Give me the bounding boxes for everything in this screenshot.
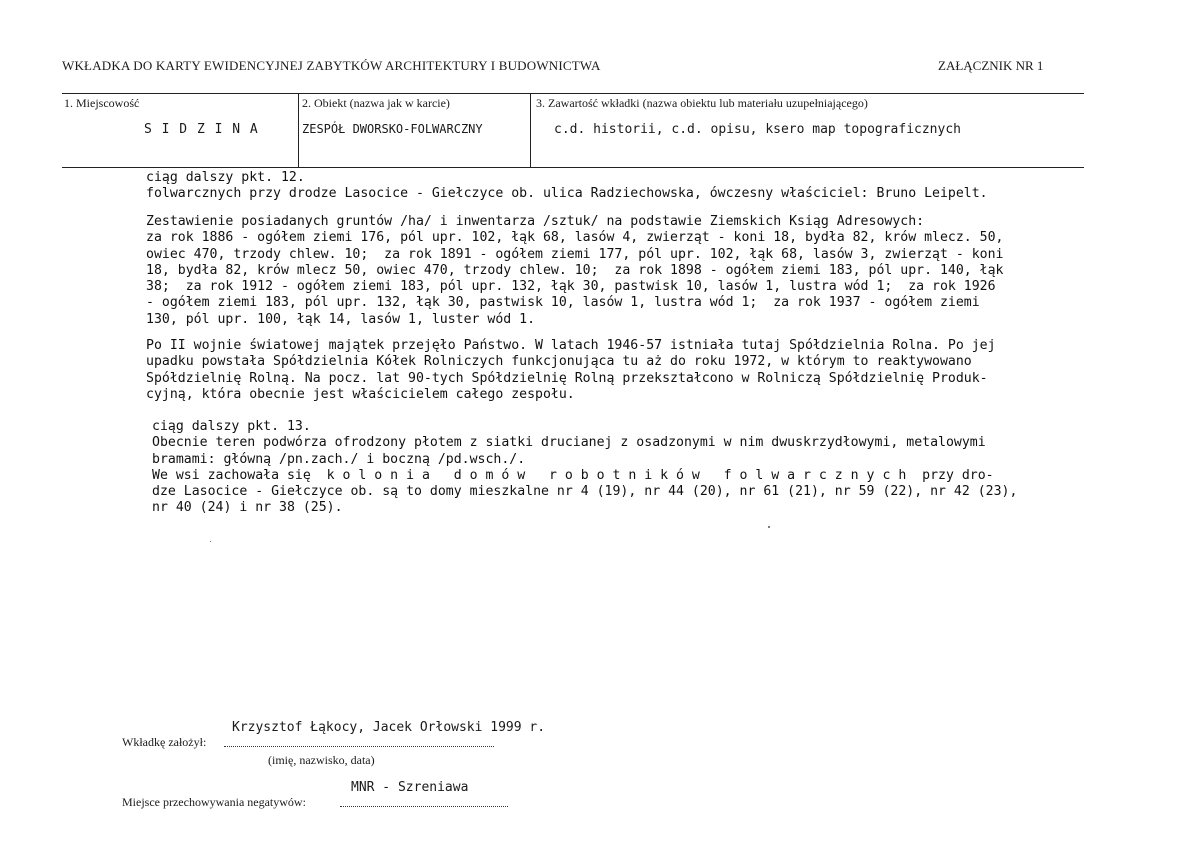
description-continuation-paragraph: ciąg dalszy pkt. 13. Obecnie teren podwórza ofrodzony płotem z siatki drucianej z osadzonymi w nim dwuskrzydłowymi, metalowymi bramami: główną /pn.zach./ i boczną /pd.wsch./. We wsi zachowała się k o l o n i a d o m ó w r o b o t n i k ó w f o l w a r c z n y c h przy dro- dze Lasocice - Giełczyce ob. są to domy mieszkalne nr 4 (19), nr 44 (20), nr 61 (21), nr 59 (22), nr 42 (23), nr 40 (24) i nr 38 (25). bbox=[152, 419, 1018, 516]
founder-dotted-line bbox=[224, 746, 494, 747]
land-inventory-paragraph: Zestawienie posiadanych gruntów /ha/ i inwentarza /sztuk/ na podstawie Ziemskich Ksiąg Adresowych: za rok 1886 - ogółem ziemi 176, pól upr. 102, łąk 68, lasów 4, zwierząt - koni 18, bydła 82, krów mlecz. 50, owiec 470, trzody chlew. 10; za rok 1891 - ogółem ziemi 177, pól upr. 102, łąk 68, lasów 3, zwierząt - koni 18, bydła 82, krów mlecz 50, owiec 470, trzody chlew. 10; za rok 1898 - ogółem ziemi 183, pól upr. 140, łąk 38; za rok 1912 - ogółem ziemi 183, pól upr. 132, łąk 30, pastwisk 10, lasów 1, lustra wód 1; za rok 1926 - ogółem ziemi 183, pól upr. 132, łąk 30, pastwisk 10, lasów 1, lustra wód 1; za rok 1937 - ogółem ziemi 130, pól upr. 100, łąk 14, lasów 1, luster wód 1. bbox=[146, 214, 1004, 327]
founder-label: Wkładkę założył: bbox=[122, 735, 207, 749]
history-continuation-paragraph: ciąg dalszy pkt. 12. folwarcznych przy drodze Lasocice - Giełczyce ob. ulica Radziechowska, ówczesny właściciel: Bruno Leipelt. bbox=[146, 170, 988, 202]
storage-label: Miejsce przechowywania negatywów: bbox=[122, 795, 306, 809]
object-value: ZESPÓŁ DWORSKO-FOLWARCZNY bbox=[302, 122, 483, 136]
table-top-rule bbox=[62, 93, 1084, 94]
scan-speck bbox=[768, 526, 770, 528]
locality-label: 1. Miejscowość bbox=[64, 96, 140, 110]
insert-content-value: c.d. historii, c.d. opisu, ksero map topograficznych bbox=[554, 122, 961, 137]
scan-speck bbox=[210, 541, 211, 542]
table-bottom-rule bbox=[62, 167, 1084, 168]
postwar-history-paragraph: Po II wojnie światowej majątek przejęło Państwo. W latach 1946-57 istniała tutaj Spółdzielnia Rolna. Po jej upadku powstała Spółdzielnia Kółek Rolniczych funkcjonująca tu aż do roku 1972, w którym to reaktywowano Spółdzielnię Rolną. Na pocz. lat 90-tych Spółdzielnię Rolną przekształcono w Rolniczą Spółdzielnię Produk- cyjną, która obecnie jest właścicielem całego zespołu. bbox=[146, 338, 996, 402]
storage-dotted-line bbox=[340, 806, 508, 807]
header-table bbox=[62, 93, 1084, 168]
insert-content-label: 3. Zawartość wkładki (nazwa obiektu lub materiału uzupełniającego) bbox=[536, 96, 868, 110]
attachment-number: ZAŁĄCZNIK NR 1 bbox=[938, 58, 1044, 73]
founder-value: Krzysztof Łąkocy, Jacek Orłowski 1999 r. bbox=[232, 720, 546, 735]
founder-hint: (imię, nazwisko, data) bbox=[268, 753, 375, 767]
storage-value: MNR - Szreniawa bbox=[351, 780, 469, 795]
locality-value: S I D Z I N A bbox=[144, 122, 259, 137]
object-label: 2. Obiekt (nazwa jak w karcie) bbox=[302, 96, 450, 110]
document-title: WKŁADKA DO KARTY EWIDENCYJNEJ ZABYTKÓW ARCHITEKTURY I BUDOWNICTWA bbox=[62, 58, 601, 73]
table-divider-2 bbox=[530, 93, 531, 168]
table-divider-1 bbox=[298, 93, 299, 168]
